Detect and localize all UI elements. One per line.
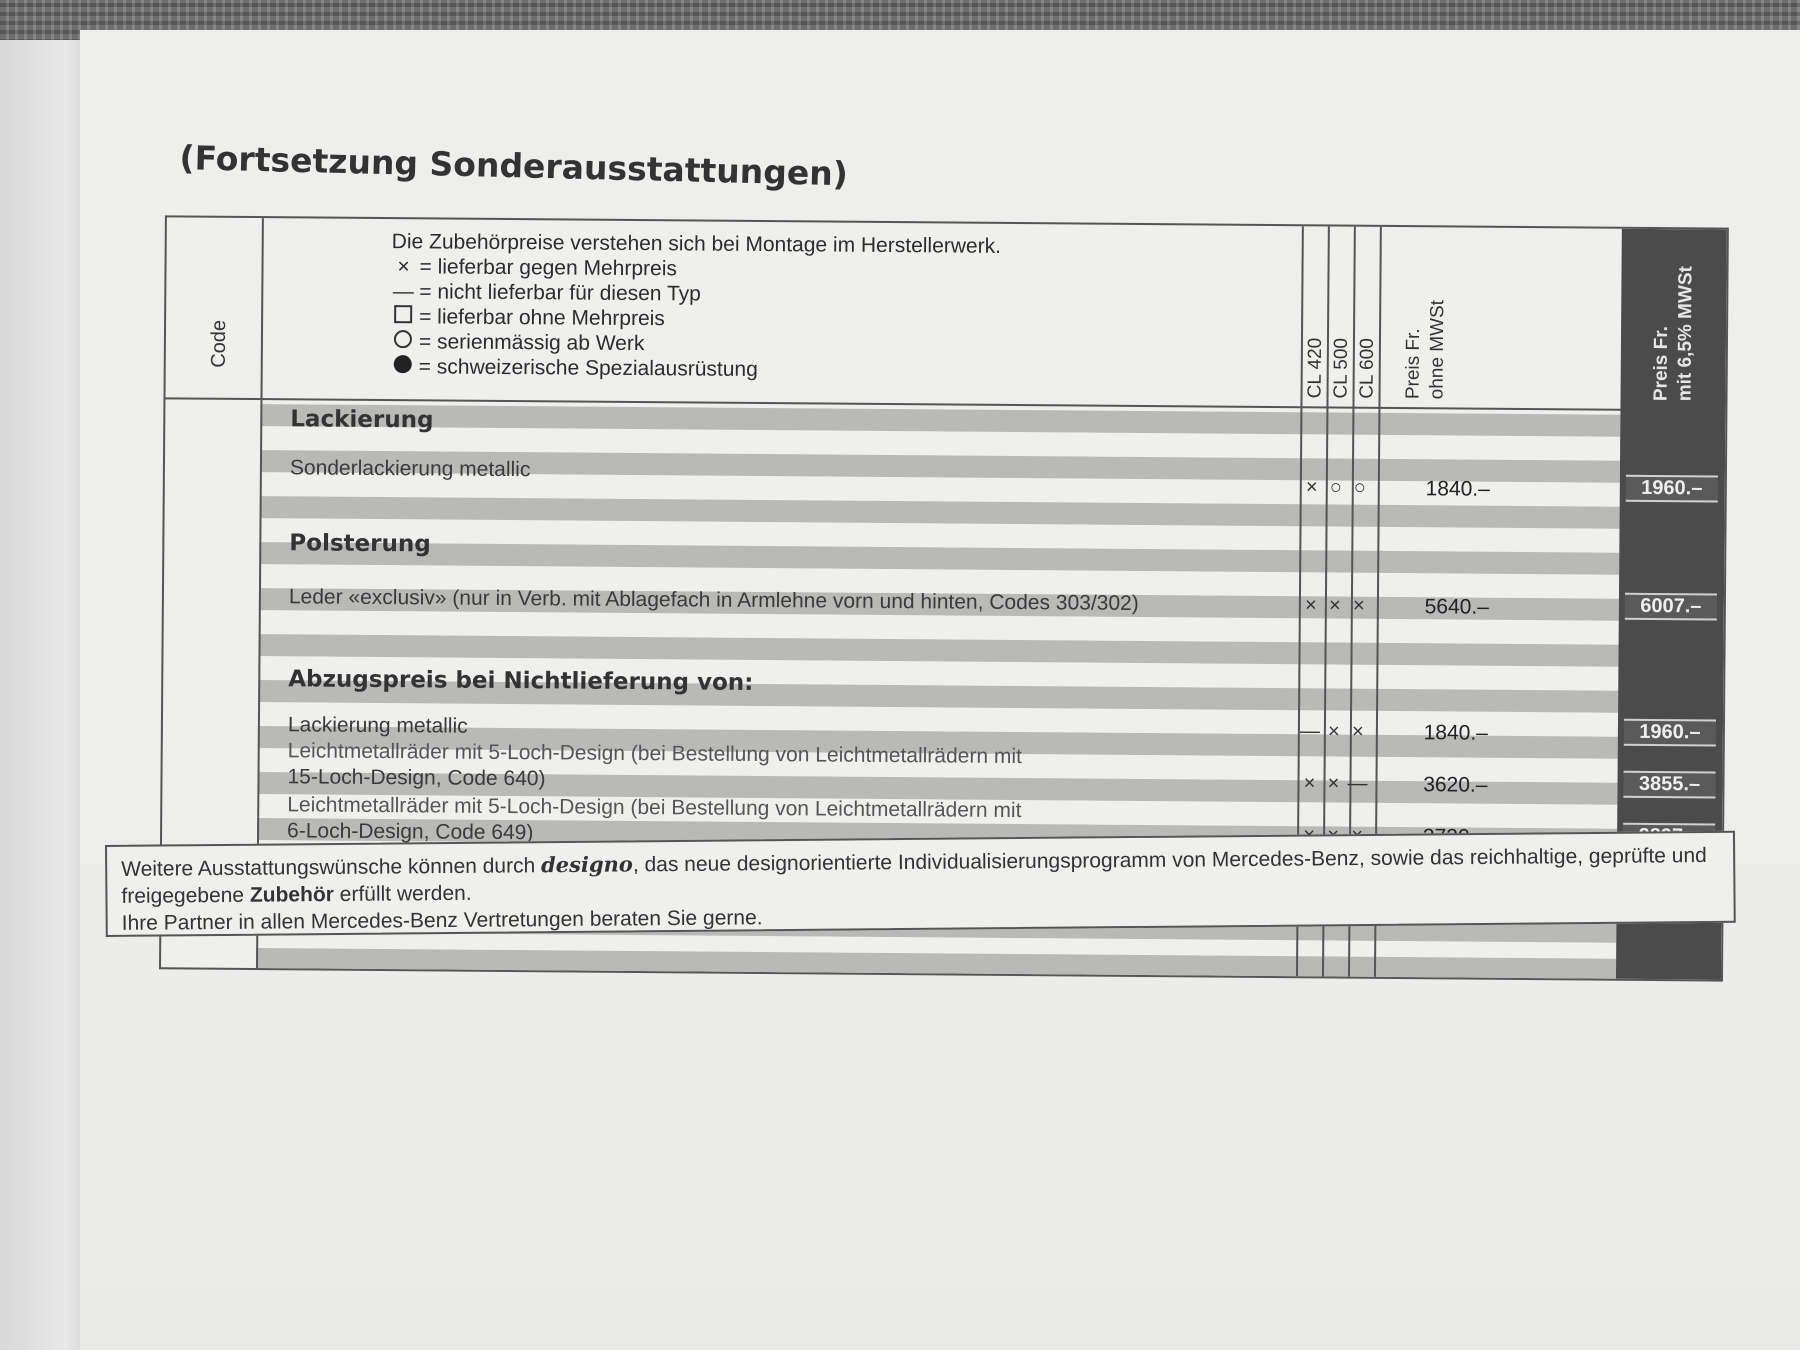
legend-text: = schweizerische Spezialausrüstung bbox=[418, 355, 758, 381]
designo-brand: designo bbox=[540, 851, 633, 878]
zubehoer-highlight: Zubehör bbox=[249, 883, 334, 907]
circle-icon: ○ bbox=[1353, 476, 1366, 499]
legend-row bbox=[391, 354, 1000, 384]
code-column-label: Code bbox=[207, 319, 231, 368]
legend-text: = lieferbar gegen Mehrpreis bbox=[419, 255, 678, 281]
cross-icon: × bbox=[1351, 720, 1364, 743]
circle-icon: ○ bbox=[1329, 476, 1342, 499]
price-ex-vat: 5640.– bbox=[1424, 595, 1489, 619]
legend-text: = lieferbar ohne Mehrpreis bbox=[419, 305, 665, 331]
price-ex-vat-label-1: Preis Fr. bbox=[1402, 328, 1425, 400]
cross-icon: × bbox=[1327, 720, 1340, 743]
item-text: Leichtmetallräder mit 5-Loch-Design (bei Bestellung von Leichtmetallrädern mit bbox=[287, 739, 1022, 769]
legend-text: = nicht lieferbar für diesen Typ bbox=[419, 280, 701, 306]
cross-icon: × bbox=[1305, 476, 1318, 499]
price-inc-vat: 1960.– bbox=[1626, 475, 1718, 503]
item-text: Lackierung metallic bbox=[287, 713, 468, 738]
cross-icon: × bbox=[1327, 772, 1340, 795]
price-inc-vat: 1960.– bbox=[1624, 719, 1716, 747]
dash-icon: — bbox=[1347, 772, 1368, 795]
price-inc-vat: 3855.– bbox=[1623, 771, 1715, 799]
note-text: erfüllt werden. bbox=[333, 881, 472, 907]
legend-intro: Die Zubehörpreise verstehen sich bei Montage im Herstellerwerk. bbox=[391, 230, 1002, 258]
dash-icon: — bbox=[392, 280, 414, 304]
section-title-abzug: Abzugspreis bei Nichtlieferung von: bbox=[288, 666, 754, 696]
cross-icon: × bbox=[1304, 594, 1317, 617]
legend-text: = serienmässig ab Werk bbox=[418, 330, 645, 356]
model-label: CL 420 bbox=[1304, 337, 1326, 399]
price-ex-vat: 3620.– bbox=[1423, 773, 1488, 797]
availability-marks bbox=[1299, 594, 1371, 618]
cross-icon: × bbox=[397, 255, 410, 279]
note-text-line3: Ihre Partner in allen Mercedes-Benz Vertretungen beraten Sie gerne. bbox=[121, 906, 763, 935]
item-text: 6-Loch-Design, Code 649) bbox=[286, 819, 534, 845]
price-ex-vat: 1840.– bbox=[1423, 721, 1488, 745]
item-text: Leder «exclusiv» (nur in Verb. mit Ablagefach in Armlehne vorn und hinten, Codes 303/302) bbox=[288, 585, 1139, 615]
cross-icon: × bbox=[1328, 594, 1341, 617]
price-inc-vat: 6007.– bbox=[1625, 593, 1717, 621]
brochure-page bbox=[80, 30, 1800, 1350]
price-ex-vat-label-2: ohne MWSt bbox=[1426, 299, 1449, 400]
filled-circle-icon bbox=[391, 354, 415, 379]
item-text: Leichtmetallräder mit 5-Loch-Design (bei Bestellung von Leichtmetallrädern mit bbox=[287, 793, 1022, 823]
page-heading: (Fortsetzung Sonderausstattungen) bbox=[179, 138, 849, 194]
legend bbox=[391, 229, 1001, 384]
model-label: CL 600 bbox=[1356, 338, 1378, 399]
availability-marks bbox=[1300, 476, 1372, 500]
availability-marks bbox=[1297, 772, 1369, 796]
item-text: Sonderlackierung metallic bbox=[289, 456, 531, 482]
note-text: , das neue designorientierte Individualisierungsprogramm von Mercedes-Benz, sowie das reichhaltige, geprüfte und freigegebene bbox=[121, 844, 1707, 908]
dash-icon: — bbox=[1299, 720, 1320, 743]
item-text: 15-Loch-Design, Code 640) bbox=[287, 765, 546, 791]
cross-icon: × bbox=[1303, 772, 1316, 795]
price-vat-label-2: mit 6,5% MWSt bbox=[1674, 266, 1697, 402]
section-title-polsterung: Polsterung bbox=[289, 530, 431, 558]
square-icon bbox=[391, 304, 415, 329]
circle-icon bbox=[391, 329, 415, 354]
price-vat-label-1: Preis Fr. bbox=[1650, 325, 1673, 402]
section-title-lackierung: Lackierung bbox=[290, 406, 434, 434]
info-note bbox=[105, 831, 1736, 937]
cross-icon: × bbox=[1352, 594, 1365, 617]
note-text: Weitere Ausstattungswünsche können durch bbox=[121, 854, 542, 881]
availability-marks bbox=[1298, 720, 1370, 744]
price-ex-vat: 1840.– bbox=[1425, 477, 1490, 501]
model-label: CL 500 bbox=[1330, 337, 1352, 399]
